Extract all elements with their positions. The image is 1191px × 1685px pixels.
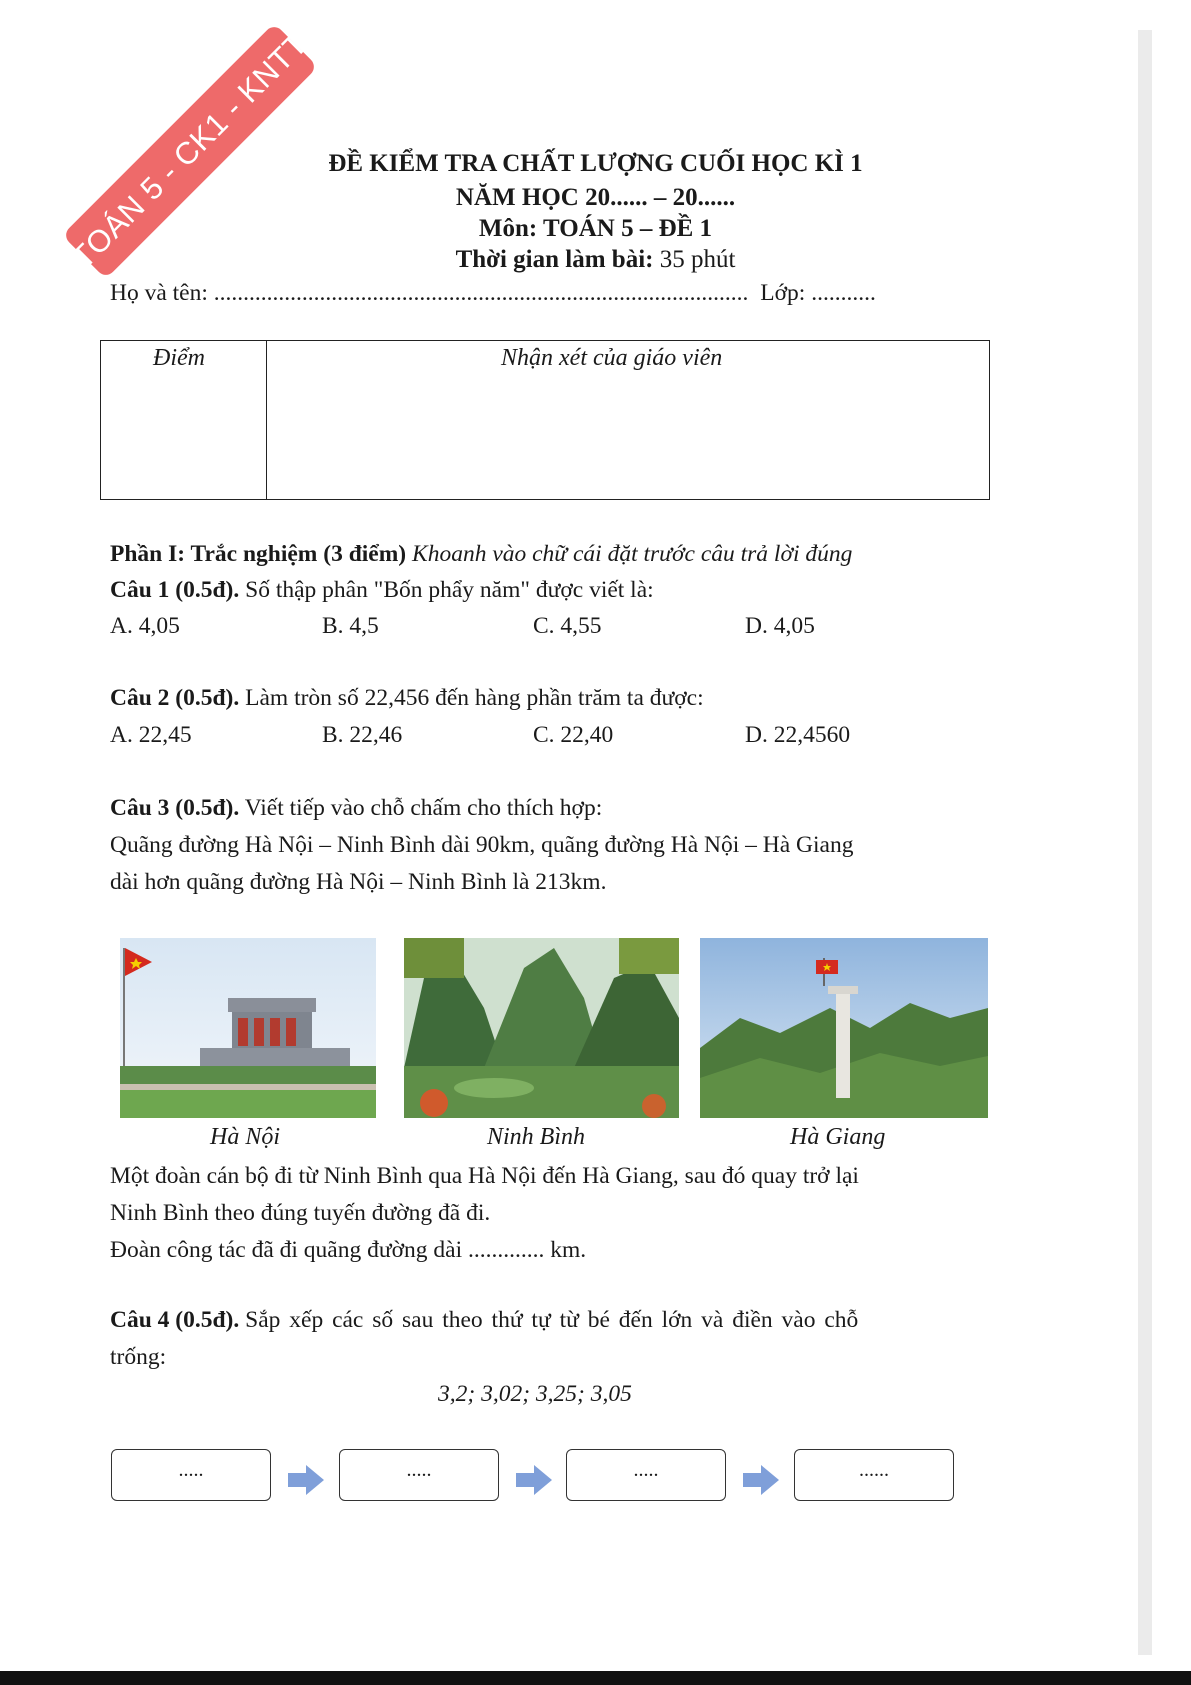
q4-text-line2: trống: <box>110 1344 167 1370</box>
q1-label: Câu 1 (0.5đ). <box>110 577 240 603</box>
arrow-icon <box>743 1465 779 1495</box>
q1-option-c[interactable]: C. 4,55 <box>533 613 602 639</box>
q3-para2-line1: Một đoàn cán bộ đi từ Ninh Bình qua Hà Nội đến Hà Giang, sau đó quay trở lại <box>110 1163 859 1189</box>
q2-text: Làm tròn số 22,456 đến hàng phần trăm ta được: <box>245 685 704 711</box>
q4-text: Sắp xếp các số sau theo thứ tự từ bé đến lớn và điền vào chỗ <box>245 1307 859 1333</box>
q3-answer-line[interactable]: Đoàn công tác đã đi quãng đường dài ............. km. <box>110 1237 587 1263</box>
q1-option-d[interactable]: D. 4,05 <box>745 613 815 639</box>
q4-numbers: 3,2; 3,02; 3,25; 3,05 <box>438 1381 632 1407</box>
q3-stem <box>110 795 602 822</box>
time-value: 35 phút <box>659 246 736 273</box>
q3-para1-line2: dài hơn quãng đường Hà Nội – Ninh Bình là 213km. <box>110 869 607 895</box>
caption-ha-noi: Hà Nội <box>210 1124 281 1150</box>
answer-box-1[interactable]: ..... <box>111 1449 271 1501</box>
q2-option-a[interactable]: A. 22,45 <box>110 722 192 748</box>
answer-box-4[interactable]: ...... <box>794 1449 954 1501</box>
time-line <box>0 246 1191 274</box>
time-label: Thời gian làm bài: <box>455 246 654 273</box>
corner-ribbon: TOÁN 5 - CK1 - KNTT <box>62 23 318 279</box>
q1-option-a[interactable]: A. 4,05 <box>110 613 180 639</box>
name-label: Họ và tên: <box>110 280 214 306</box>
part1-heading <box>110 541 852 568</box>
subject: Môn: TOÁN 5 – ĐỀ 1 <box>478 215 713 242</box>
part1-title: Phần I: Trắc nghiệm (3 điểm) <box>110 541 407 567</box>
q4-label: Câu 4 (0.5đ). <box>110 1307 240 1333</box>
class-dots[interactable]: ........... <box>811 280 876 306</box>
q1-text: Số thập phân "Bốn phẩy năm" được viết là: <box>245 577 654 603</box>
arrow-icon <box>516 1465 552 1495</box>
photo-ha-noi <box>120 938 376 1118</box>
school-year: NĂM HỌC 20...... – 20...... <box>455 184 736 211</box>
q2-option-c[interactable]: C. 22,40 <box>533 722 614 748</box>
q2-option-d[interactable]: D. 22,4560 <box>745 722 851 748</box>
q2-stem <box>110 685 704 712</box>
q3-label: Câu 3 (0.5đ). <box>110 795 240 821</box>
caption-ninh-binh: Ninh Bình <box>487 1124 586 1150</box>
arrow-icon <box>288 1465 324 1495</box>
part1-instruction: Khoanh vào chữ cái đặt trước câu trả lời đúng <box>412 541 853 567</box>
name-dots[interactable]: ........................................................................................... <box>213 280 749 306</box>
exam-title: ĐỀ KIỂM TRA CHẤT LƯỢNG CUỐI HỌC KÌ 1 <box>328 150 863 177</box>
comment-header: Nhận xét của giáo viên <box>501 345 723 371</box>
q1-stem <box>110 577 654 604</box>
student-line <box>110 280 876 307</box>
q1-option-b[interactable]: B. 4,5 <box>322 613 379 639</box>
q3-para1-line1: Quãng đường Hà Nội – Ninh Bình dài 90km, quãng đường Hà Nội – Hà Giang <box>110 832 854 858</box>
q2-label: Câu 2 (0.5đ). <box>110 685 240 711</box>
caption-ha-giang: Hà Giang <box>790 1124 886 1150</box>
score-header: Điểm <box>153 345 205 371</box>
photo-ninh-binh <box>404 938 679 1118</box>
q4-stem <box>110 1307 858 1334</box>
q2-option-b[interactable]: B. 22,46 <box>322 722 403 748</box>
answer-box-3[interactable]: ..... <box>566 1449 726 1501</box>
score-table <box>100 340 990 500</box>
q3-para2-line2: Ninh Bình theo đúng tuyến đường đã đi. <box>110 1200 491 1226</box>
class-label: Lớp: <box>760 280 812 306</box>
photo-ha-giang <box>700 938 988 1118</box>
answer-box-2[interactable]: ..... <box>339 1449 499 1501</box>
bottom-bar <box>0 1671 1191 1685</box>
q3-text: Viết tiếp vào chỗ chấm cho thích hợp: <box>244 795 603 821</box>
